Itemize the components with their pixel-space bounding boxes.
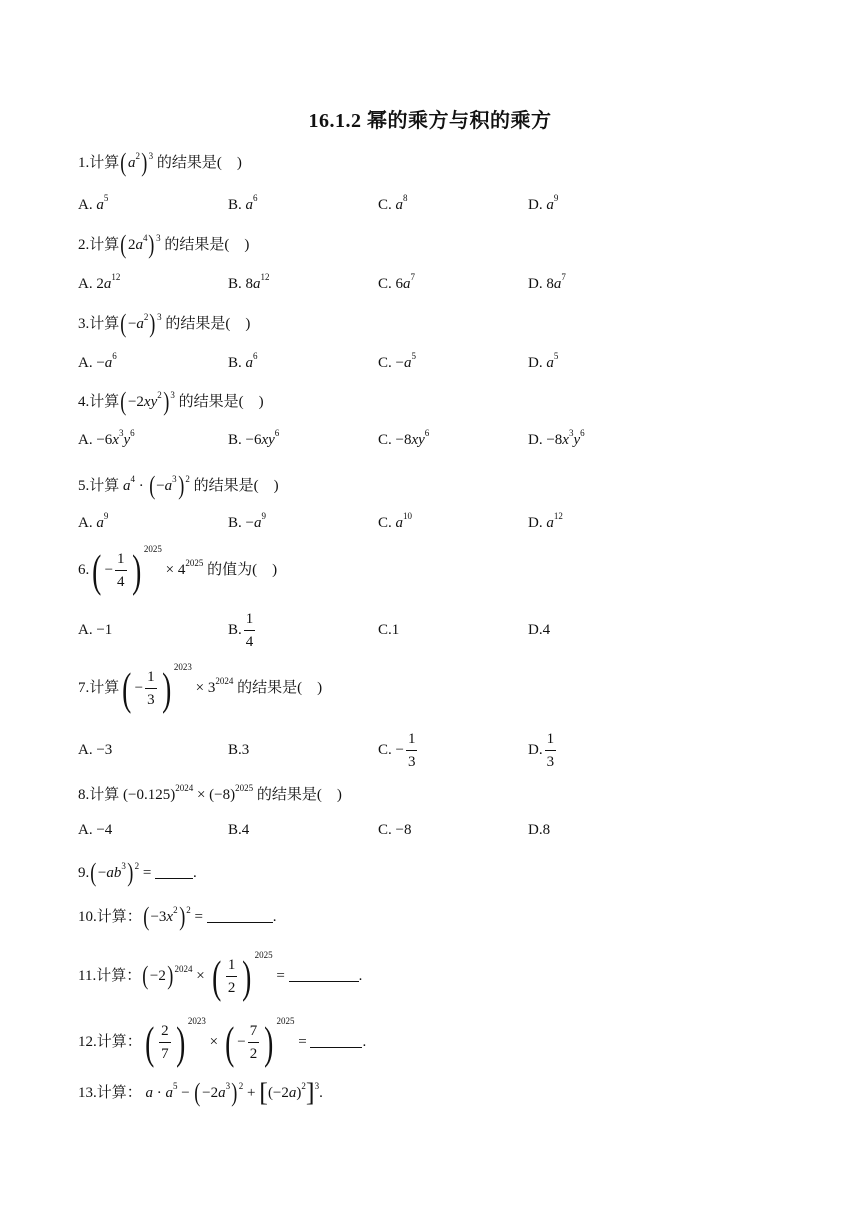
q2-option-c[interactable]: C. $6a^7$	[378, 272, 416, 292]
q4-option-c[interactable]: C. $-8xy^6$	[378, 428, 430, 448]
q1-option-a[interactable]: A. $a^5$	[78, 193, 109, 213]
q3-option-b[interactable]: B. $a^6$	[228, 351, 258, 371]
question-9: $9.(-ab^3)^2$ = .	[78, 858, 197, 887]
q5-option-d[interactable]: D. $a^{12}$	[528, 511, 563, 531]
q1-option-d[interactable]: D. $a^9$	[528, 193, 559, 213]
q5-option-a[interactable]: A. $a^9$	[78, 511, 109, 531]
question-8: 8.计算 $(-0.125)^{2024} \times (-8)^{2025}$ 的结果是( )	[78, 783, 342, 803]
q2-option-a[interactable]: A. $2a^{12}$	[78, 272, 121, 292]
question-7: 7.计算( − $\frac{1}{3}$ ) $^{2023} \times 3^{2024}$ 的结果是( )	[78, 662, 323, 714]
q3-option-c[interactable]: C. $-a^5$	[378, 351, 416, 371]
q8-option-b[interactable]: B.4	[228, 822, 250, 838]
question-11: 11.计算：$(-2)^{2024}$ × ( $\frac{1}{2}$ ) $^{2025}$ = .	[78, 950, 363, 1002]
q6-option-c[interactable]: C.1	[378, 622, 400, 638]
answer-blank-10[interactable]	[207, 908, 273, 923]
question-5: 5.计算 $a^4 \cdot (-a^3)^2$ 的结果是( )	[78, 471, 279, 500]
q8-option-c[interactable]: C. −8	[378, 822, 412, 838]
q4-option-d[interactable]: D. $-8x^3y^6$	[528, 428, 585, 448]
q3-option-a[interactable]: A. $-a^6$	[78, 351, 117, 371]
q1-option-b[interactable]: B. $a^6$	[228, 193, 258, 213]
q7-option-a[interactable]: A. −3	[78, 742, 113, 758]
q5-option-b[interactable]: B. $-a^9$	[228, 511, 266, 531]
q2-option-b[interactable]: B. $8a^{12}$	[228, 272, 270, 292]
q6-option-d[interactable]: D.4	[528, 622, 551, 638]
q7-option-b[interactable]: B.3	[228, 742, 250, 758]
q1-option-c[interactable]: C. $a^8$	[378, 193, 408, 213]
answer-blank-12[interactable]	[310, 1033, 362, 1048]
q3-option-d[interactable]: D. $a^5$	[528, 351, 559, 371]
q8-option-a[interactable]: A. −4	[78, 822, 113, 838]
question-10: 10.计算：$(-3x^2)^2$ = .	[78, 902, 277, 931]
q6-option-b[interactable]: B. $\frac{1}{4}$	[228, 611, 254, 650]
q6-option-a[interactable]: A. −1	[78, 622, 113, 638]
q8-option-d[interactable]: D.8	[528, 822, 551, 838]
page-title: 16.1.2 幂的乘方与积的乘方	[308, 110, 552, 132]
question-4: 4.计算$(-2xy^2)^3$ 的结果是( )	[78, 387, 264, 416]
answer-blank-11[interactable]	[289, 967, 359, 982]
q4-option-a[interactable]: A. $-6x^3y^6$	[78, 428, 135, 448]
q5-option-c[interactable]: C. $a^{10}$	[378, 511, 413, 531]
question-3: 3.计算$(-a^2)^3$ 的结果是( )	[78, 309, 251, 338]
q7-option-c[interactable]: C. − $\frac{1}{3}$	[378, 731, 416, 770]
question-6: 6.( − $\frac{1}{4}$ ) $^{2025} \times 4^{2025}$ 的值为( )	[78, 544, 278, 596]
q2-option-d[interactable]: D. $8a^7$	[528, 272, 566, 292]
question-12: 12.计算：( $\frac{2}{7}$ ) $^{2023}$ × ( − $\frac{7}{2}$ ) $^{2025}$ = .	[78, 1016, 367, 1068]
question-13: 13.计算： $a \cdot a^5 - (-2a^3)^2 + [(-2a)^2]^3$.	[78, 1078, 323, 1107]
question-2: 2.计算$(2a^4)^3$ 的结果是( )	[78, 230, 250, 259]
q4-option-b[interactable]: B. $-6xy^6$	[228, 428, 280, 448]
question-1: 1.计算$(a^2)^3$ 的结果是( )	[78, 148, 242, 177]
answer-blank-9[interactable]	[155, 864, 193, 879]
q7-option-d[interactable]: D. $\frac{1}{3}$	[528, 731, 555, 770]
